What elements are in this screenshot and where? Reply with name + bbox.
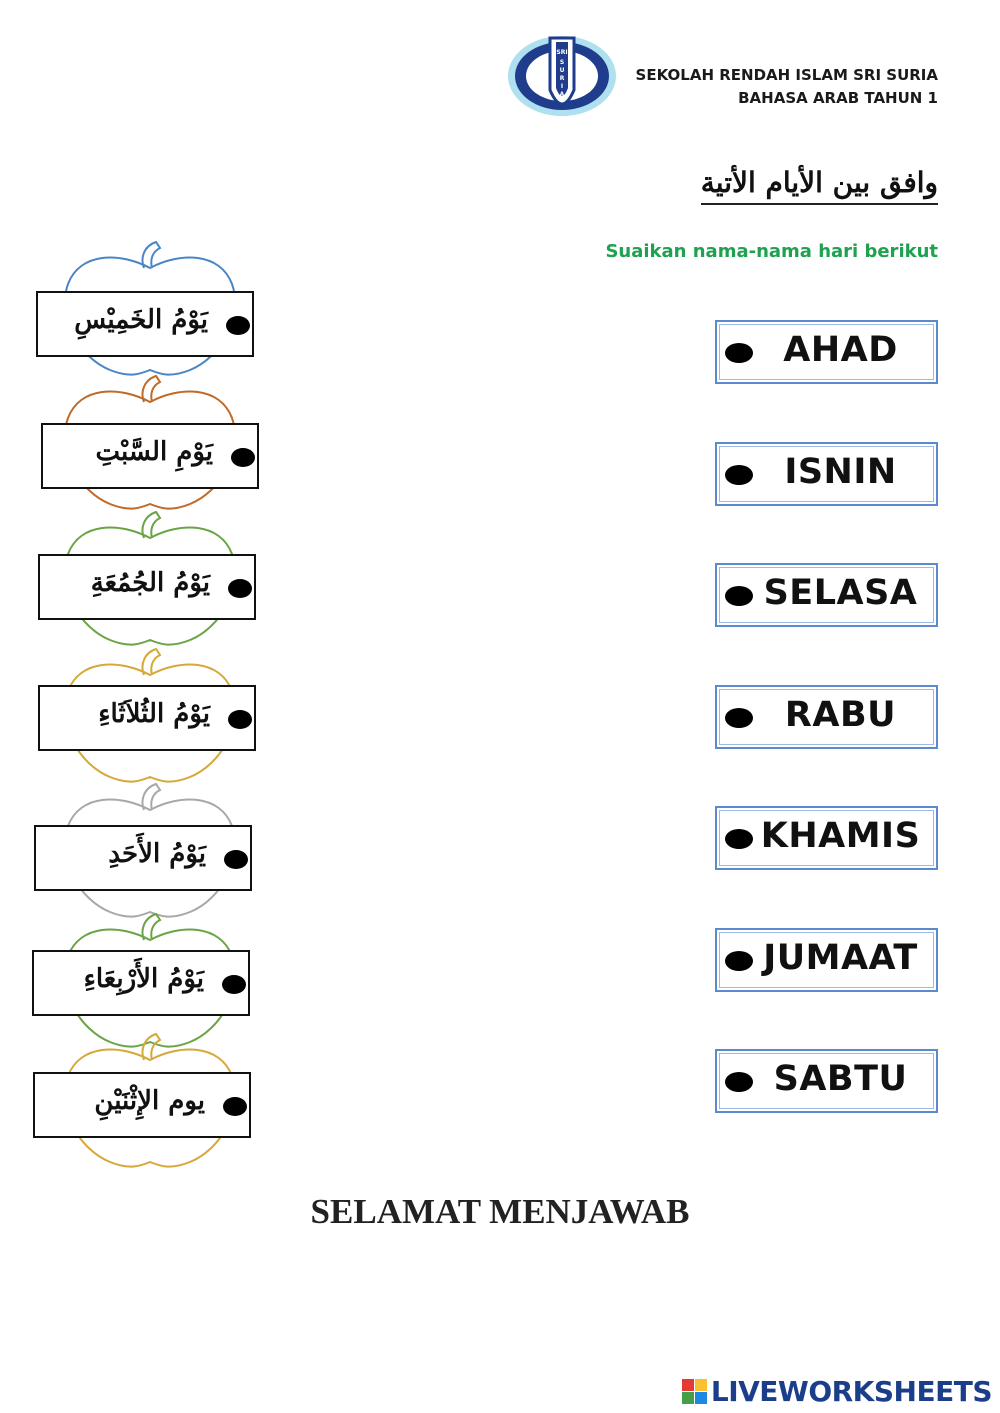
arabic-day-label: يَوْمُ الثُلاَثَاءِ (98, 699, 210, 729)
malay-day-label: SABTU (773, 1059, 908, 1099)
malay-day-card (715, 806, 938, 870)
arabic-day-label: يَوْمُ الأَرْبِعَاءِ (83, 964, 204, 994)
match-point-dot[interactable] (231, 448, 255, 467)
school-crest-icon (506, 32, 618, 120)
malay-day-label: ISNIN (784, 452, 897, 492)
match-point-dot[interactable] (228, 710, 252, 729)
svg-text:SRI: SRI (556, 49, 568, 56)
malay-day-label: AHAD (783, 330, 898, 370)
arabic-day-label: يَوْمُ الجُمُعَةِ (90, 568, 210, 598)
liveworksheets-badge-icon (682, 1379, 707, 1404)
match-point-dot[interactable] (725, 586, 753, 606)
school-logo (506, 32, 618, 120)
arabic-day-card (38, 554, 256, 620)
school-header (636, 64, 938, 110)
match-point-dot[interactable] (725, 1072, 753, 1092)
svg-text:U: U (559, 67, 565, 74)
arabic-day-card (38, 685, 256, 751)
malay-day-card (715, 928, 938, 992)
arabic-day-label: يَوْمِ السَّبْتِ (95, 437, 213, 467)
school-name: SEKOLAH RENDAH ISLAM SRI SURIA (635, 66, 938, 84)
malay-day-label: JUMAAT (763, 938, 918, 978)
malay-day-card (715, 320, 938, 384)
match-point-dot[interactable] (223, 1097, 247, 1116)
malay-instruction: Suaikan nama-nama hari berikut (605, 241, 938, 262)
arabic-day-label: يَوْمُ الخَمِيْسِ (74, 305, 208, 335)
liveworksheets-logo (682, 1376, 992, 1406)
malay-day-card (715, 685, 938, 749)
malay-day-label: SELASA (763, 573, 918, 613)
match-point-dot[interactable] (725, 951, 753, 971)
malay-day-card (715, 442, 938, 506)
closing-message: SELAMAT MENJAWAB (310, 1192, 690, 1231)
arabic-day-label: يوم الإِثْنَيْنِ (94, 1086, 205, 1116)
match-point-dot[interactable] (725, 829, 753, 849)
svg-text:A: A (559, 91, 565, 98)
match-point-dot[interactable] (725, 465, 753, 485)
brand-name: LIVEWORKSHEETS (710, 1374, 992, 1408)
arabic-day-label: يَوْمُ الأَحَدِ (108, 839, 206, 869)
svg-text:S: S (559, 59, 565, 66)
arabic-day-card (36, 291, 254, 357)
match-point-dot[interactable] (224, 850, 248, 869)
malay-day-label: RABU (784, 695, 897, 735)
malay-day-card (715, 563, 938, 627)
match-point-dot[interactable] (725, 343, 753, 363)
subject-name: BAHASA ARAB TAHUN 1 (738, 89, 938, 107)
arabic-day-card (34, 825, 252, 891)
match-point-dot[interactable] (226, 316, 250, 335)
match-point-dot[interactable] (228, 579, 252, 598)
arabic-day-card (41, 423, 259, 489)
match-point-dot[interactable] (222, 975, 246, 994)
match-point-dot[interactable] (725, 708, 753, 728)
malay-day-card (715, 1049, 938, 1113)
svg-text:I: I (560, 83, 564, 90)
malay-day-label: KHAMIS (760, 816, 921, 856)
arabic-day-card (32, 950, 250, 1016)
arabic-day-card (33, 1072, 251, 1138)
arabic-instruction-title: وافق بين الأيام الأتية (701, 166, 938, 205)
svg-text:R: R (559, 75, 565, 82)
